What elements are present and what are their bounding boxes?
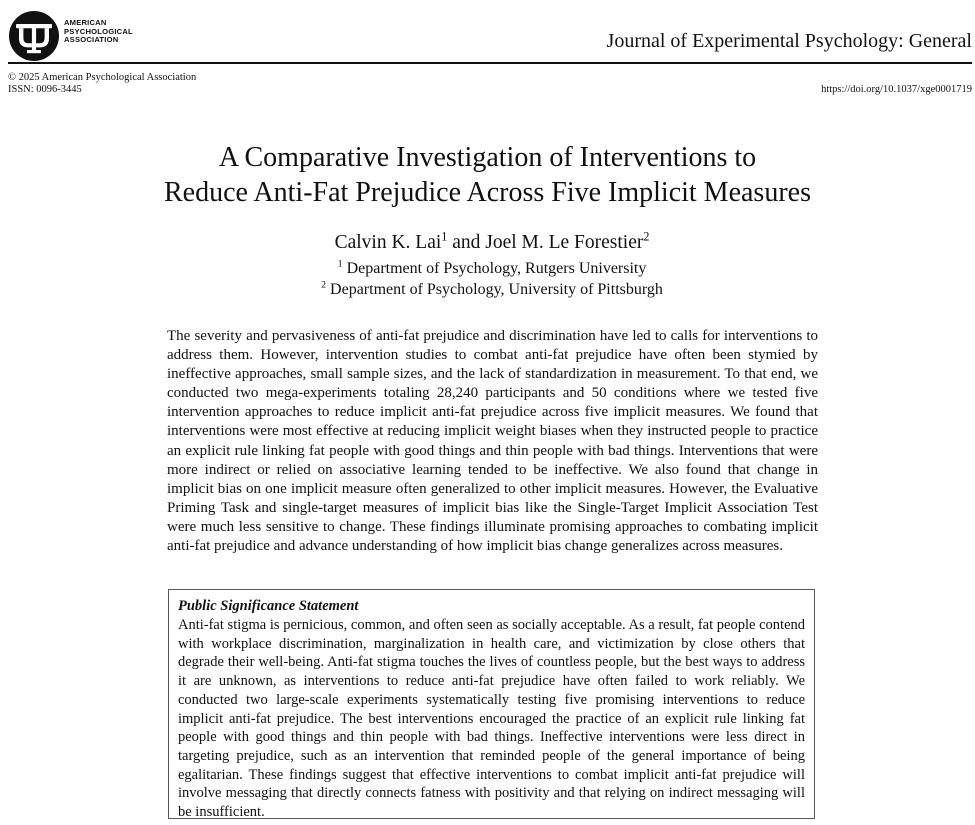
author-mark-2: 2 <box>643 229 650 244</box>
logo-line-2: PSYCHOLOGICAL <box>64 26 133 36</box>
logo-line-3: ASSOCIATION <box>64 35 119 45</box>
article-title <box>0 140 975 210</box>
copyright-block <box>8 72 196 96</box>
author-list <box>0 229 975 254</box>
logo-line-1: AMERICAN <box>64 18 107 27</box>
title-line-1: A Comparative Investigation of Interventions to <box>218 142 757 173</box>
author-name-2: Joel M. Le Forestier <box>485 232 644 253</box>
affiliation-2 <box>0 280 975 300</box>
affiliation-text-1: Department of Psychology, Rutgers University <box>346 260 647 277</box>
affiliation-mark-1: 1 <box>337 258 343 270</box>
abstract: The severity and pervasiveness of anti-fat prejudice and discrimination have led to calls for interventions to address them. However, intervention studies to combat anti-fat prejudice have often been stymied by ineffective approaches, small sample sizes, and the lack of standardization in measurement. To that end, we conducted two mega-experiments totaling 28,240 participants and 50 conditions where we tested five intervention approaches to reduce implicit anti-fat prejudice across five implicit measures. We found that interventions were most effective at reducing implicit weight biases when they instructed people to practice an explicit rule linking fat people with good things and thin people with bad things. Interventions that were more indirect or relied on associative learning tended to be ineffective. We also found that change in implicit bias on one implicit measure often generalized to other implicit measures. However, the Evaluative Priming Task and single-target measures of implicit bias like the Single-Target Implicit Association Test were much less sensitive to change. These findings illuminate promising approaches to combating implicit anti-fat prejudice and advance understanding of how implicit bias change generalizes across measures. <box>167 328 818 555</box>
affiliation-mark-2: 2 <box>321 279 327 291</box>
copyright-text: © 2025 American Psychological Association <box>8 72 197 83</box>
journal-title: Journal of Experimental Psychology: General <box>606 30 972 52</box>
public-significance-box <box>168 589 815 819</box>
affiliation-text-2: Department of Psychology, University of Pittsburgh <box>330 281 663 298</box>
apa-logo-text <box>64 19 184 45</box>
apa-logo-icon <box>8 10 60 62</box>
journal-header <box>8 8 972 64</box>
doi-link[interactable]: https://doi.org/10.1037/xge0001719 <box>821 84 972 95</box>
author-joiner: and <box>452 232 481 253</box>
issn-text: ISSN: 0096-3445 <box>8 84 82 95</box>
significance-body: Anti-fat stigma is pernicious, common, and often seen as socially acceptable. As a result, fat people contend with workplace discrimination, marginalization in health care, and victimization by close others that degrade their well-being. Anti-fat stigma touches the lives of countless people, but the best ways to address it are unknown, as interventions to reduce anti-fat prejudice have often failed to work reliably. We conducted two large-scale experiments systematically testing five promising interventions to reduce implicit anti-fat prejudice. The best interventions encouraged the practice of an explicit rule linking fat people with good things and thin people with bad things. Ineffective interventions were less direct in targeting prejudice, such as an intervention that reminded people of the general importance of being egalitarian. These findings suggest that effective interventions to combat implicit anti-fat prejudice will involve messaging that directly connects fatness with positivity and that relying on indirect messaging will be insufficient. <box>178 617 805 821</box>
header-rule <box>8 62 972 64</box>
author-mark-1: 1 <box>441 229 448 244</box>
significance-heading: Public Significance Statement <box>178 598 359 614</box>
title-line-2: Reduce Anti-Fat Prejudice Across Five Implicit Measures <box>164 177 811 208</box>
affiliation-1 <box>0 259 975 279</box>
author-name-1: Calvin K. Lai <box>334 232 442 253</box>
